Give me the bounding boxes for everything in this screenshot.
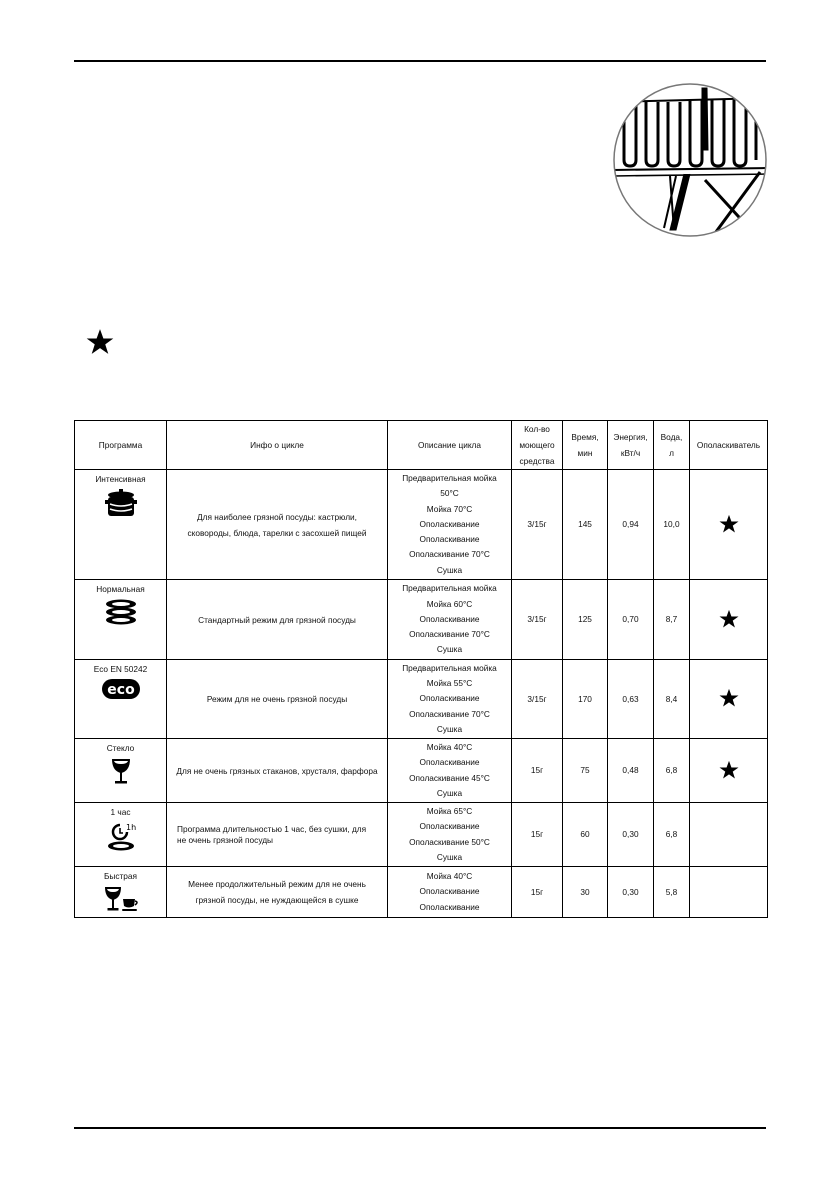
- info-cell: Для не очень грязных стаканов, хрусталя, фарфора: [167, 739, 388, 803]
- star-icon: [719, 609, 739, 629]
- water-cell: 10,0: [654, 470, 690, 580]
- header-water: Вода, л: [654, 421, 690, 470]
- rinse-aid-cell: [690, 470, 768, 580]
- header-rule: [74, 60, 766, 62]
- rinse-aid-star-icon: [86, 328, 114, 356]
- water-cell: 5,8: [654, 867, 690, 918]
- detergent-cell: 3/15г: [512, 580, 563, 660]
- program-name: Eco EN 50242: [93, 664, 148, 674]
- table-row: [75, 739, 768, 803]
- steps-cell: Предварительная мойка Мойка 60°С Ополаскивание Ополаскивание 70°С Сушка: [388, 580, 512, 660]
- program-name: 1 час: [110, 807, 131, 817]
- glass-and-cup-icon: [103, 885, 139, 913]
- table-row: [75, 803, 768, 867]
- star-icon: [719, 688, 739, 708]
- plates-icon: [104, 598, 138, 626]
- program-name: Стекло: [106, 743, 135, 753]
- time-cell: 145: [563, 470, 608, 580]
- program-cell: [75, 580, 167, 660]
- pot-icon: [104, 488, 138, 520]
- info-cell: Стандартный режим для грязной посуды: [167, 580, 388, 660]
- program-cell: [75, 803, 167, 867]
- table-row: [75, 580, 768, 660]
- detergent-cell: 15г: [512, 803, 563, 867]
- time-cell: 75: [563, 739, 608, 803]
- eco-icon: [101, 678, 141, 700]
- time-cell: 30: [563, 867, 608, 918]
- time-cell: 170: [563, 660, 608, 739]
- info-cell: Режим для не очень грязной посуды: [167, 660, 388, 739]
- detergent-cell: 3/15г: [512, 660, 563, 739]
- program-cell: [75, 739, 167, 803]
- header-program: Программа: [75, 421, 167, 470]
- energy-cell: 0,70: [608, 580, 654, 660]
- water-cell: 6,8: [654, 803, 690, 867]
- steps-cell: Предварительная мойка Мойка 55°С Ополаскивание Ополаскивание 70°С Сушка: [388, 660, 512, 739]
- table-row: [75, 867, 768, 918]
- info-cell: Программа длительностью 1 час, без сушки, для не очень грязной посуды: [167, 803, 388, 867]
- steps-cell: Предварительная мойка 50°С Мойка 70°С Ополаскивание Ополаскивание Ополаскивание 70°С Сушка: [388, 470, 512, 580]
- program-name: Нормальная: [96, 584, 145, 594]
- program-cell: [75, 470, 167, 580]
- energy-cell: 0,30: [608, 867, 654, 918]
- detergent-cell: 15г: [512, 867, 563, 918]
- info-cell: Для наиболее грязной посуды: кастрюли, сковороды, блюда, тарелки с засохшей пищей: [167, 470, 388, 580]
- header-description: Описание цикла: [388, 421, 512, 470]
- header-time: Время, мин: [563, 421, 608, 470]
- program-cell: [75, 867, 167, 918]
- one-hour-icon: [106, 821, 136, 853]
- rinse-aid-cell: [690, 580, 768, 660]
- detergent-cell: 15г: [512, 739, 563, 803]
- program-cell: [75, 660, 167, 739]
- wine-glass-icon: [109, 757, 133, 785]
- rinse-aid-cell: [690, 867, 768, 918]
- rinse-aid-cell: [690, 803, 768, 867]
- rinse-aid-cell: [690, 739, 768, 803]
- program-name: Интенсивная: [95, 474, 146, 484]
- program-table: [74, 420, 768, 918]
- detergent-cell: 3/15г: [512, 470, 563, 580]
- header-detergent: Кол-во моющего средства: [512, 421, 563, 470]
- time-cell: 60: [563, 803, 608, 867]
- header-info: Инфо о цикле: [167, 421, 388, 470]
- star-icon: [719, 760, 739, 780]
- table-header-row: [75, 421, 768, 470]
- energy-cell: 0,63: [608, 660, 654, 739]
- table-row: [75, 470, 768, 580]
- info-cell: Менее продолжительный режим для не очень грязной посуды, не нуждающейся в сушке: [167, 867, 388, 918]
- energy-cell: 0,94: [608, 470, 654, 580]
- water-cell: 6,8: [654, 739, 690, 803]
- rinse-aid-cell: [690, 660, 768, 739]
- time-cell: 125: [563, 580, 608, 660]
- header-rinse-aid: Ополаскиватель: [690, 421, 768, 470]
- steps-cell: Мойка 40°С Ополаскивание Ополаскивание: [388, 867, 512, 918]
- cutlery-basket-warning-illustration: [610, 80, 770, 240]
- water-cell: 8,7: [654, 580, 690, 660]
- footer-rule: [74, 1127, 766, 1129]
- star-icon: [719, 514, 739, 534]
- energy-cell: 0,48: [608, 739, 654, 803]
- water-cell: 8,4: [654, 660, 690, 739]
- header-energy: Энергия, кВт/ч: [608, 421, 654, 470]
- program-name: Быстрая: [103, 871, 138, 881]
- steps-cell: Мойка 65°С Ополаскивание Ополаскивание 50°С Сушка: [388, 803, 512, 867]
- steps-cell: Мойка 40°С Ополаскивание Ополаскивание 45°С Сушка: [388, 739, 512, 803]
- svg-text:eco: eco: [106, 682, 135, 698]
- energy-cell: 0,30: [608, 803, 654, 867]
- table-row: [75, 660, 768, 739]
- svg-text:1h: 1h: [125, 823, 136, 832]
